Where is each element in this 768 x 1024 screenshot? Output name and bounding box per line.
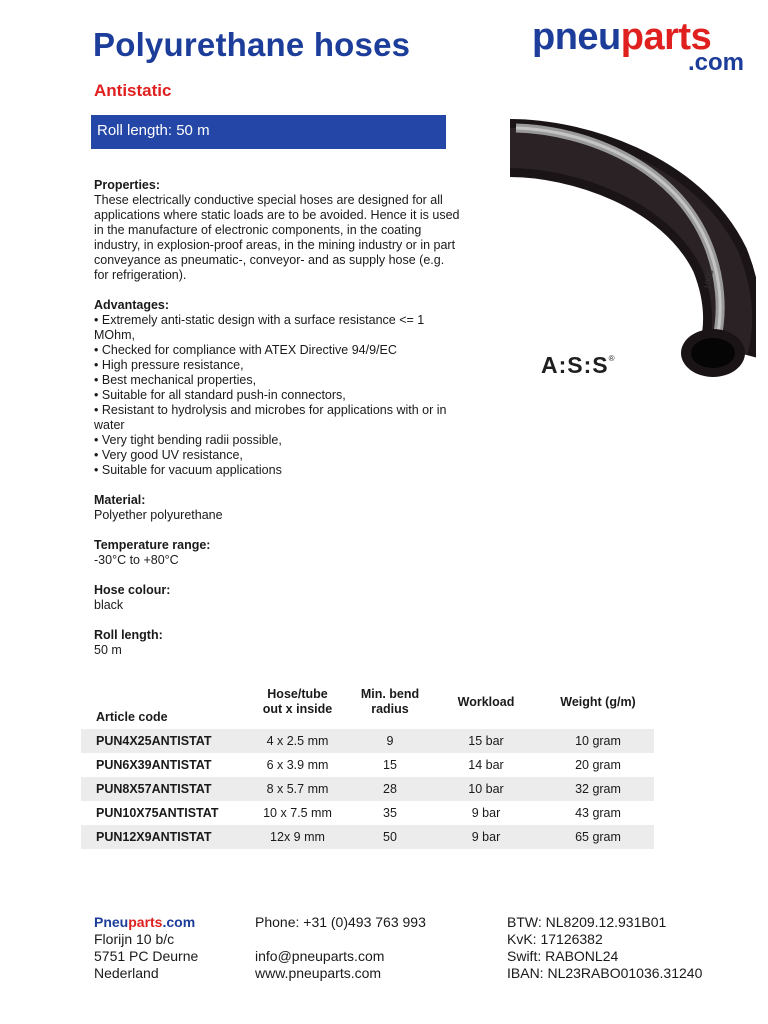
cell-size: 4 x 2.5 mm — [245, 729, 350, 753]
logo-text-pneu: pneu — [532, 16, 621, 58]
hose-image — [506, 110, 756, 385]
properties-heading: Properties: — [94, 178, 160, 192]
advantage-item: • Best mechanical properties, — [94, 373, 462, 388]
footer-brand-pneu: Pneu — [94, 914, 129, 930]
cell-bend: 9 — [350, 729, 430, 753]
temperature-heading: Temperature range: — [94, 538, 211, 552]
cell-bend: 50 — [350, 825, 430, 849]
roll-length-banner: Roll length: 50 m — [91, 115, 446, 149]
advantages-section — [94, 298, 462, 478]
cell-size: 8 x 5.7 mm — [245, 777, 350, 801]
cell-code: PUN8X57ANTISTAT — [81, 777, 245, 801]
header-article-code: Article code — [96, 710, 168, 724]
cell-bend: 35 — [383, 806, 397, 820]
cell-code: PUN12X9ANTISTAT — [81, 825, 245, 849]
table-row — [81, 753, 654, 777]
advantages-list — [94, 313, 462, 478]
cell-weight: 65 gram — [542, 825, 654, 849]
roll-length-value: 50 m — [94, 643, 122, 657]
cell-code: PUN4X25ANTISTAT — [81, 729, 245, 753]
ass-manufacturer-logo — [541, 352, 616, 379]
registered-mark: ® — [608, 354, 616, 363]
advantages-heading: Advantages: — [94, 298, 170, 312]
temperature-value: -30°C to +80°C — [94, 553, 179, 567]
advantage-item: • Suitable for vacuum applications — [94, 463, 462, 478]
advantage-item: • Very tight bending radii possible, — [94, 433, 462, 448]
table-row — [81, 801, 654, 825]
table-header-row — [81, 679, 654, 725]
properties-section — [94, 178, 462, 283]
colour-heading: Hose colour: — [94, 583, 171, 597]
advantage-item: • Suitable for all standard push-in connectors, — [94, 388, 462, 403]
header-workload: Workload — [457, 694, 515, 709]
header-bend-line2: radius — [371, 702, 409, 716]
header-hose-size-line1: Hose/tube — [267, 687, 328, 701]
cell-weight: 10 gram — [542, 729, 654, 753]
table-row — [81, 729, 654, 753]
footer-brand-parts: parts — [128, 914, 163, 930]
footer-swift: Swift: RABONL24 — [507, 948, 619, 964]
material-section — [94, 493, 462, 523]
article-table — [81, 679, 654, 849]
header-hose-size-line2: out x inside — [262, 702, 333, 716]
page-subtitle: Antistatic — [94, 81, 172, 100]
cell-weight: 32 gram — [542, 777, 654, 801]
footer-bank — [507, 914, 702, 982]
advantage-item: • Checked for compliance with ATEX Directive 94/9/EC — [94, 343, 462, 358]
table-row — [81, 777, 654, 801]
footer-contact — [255, 914, 426, 982]
colour-section — [94, 583, 462, 613]
roll-length-section — [94, 628, 462, 658]
header-bend-line1: Min. bend — [360, 687, 420, 701]
cell-workload: 9 bar — [430, 825, 542, 849]
footer-brand — [94, 914, 198, 931]
logo-text-parts: parts — [620, 16, 712, 58]
cell-bend: 28 — [350, 777, 430, 801]
product-description — [94, 178, 462, 673]
footer-address-line1: Florijn 10 b/c — [94, 931, 175, 947]
roll-length-heading: Roll length: — [94, 628, 163, 642]
footer-btw: BTW: NL8209.12.931B01 — [507, 914, 667, 930]
footer-phone: Phone: +31 (0)493 763 993 — [255, 914, 426, 930]
header-hose-size — [245, 679, 350, 725]
cell-workload: 10 bar — [430, 777, 542, 801]
material-heading: Material: — [94, 493, 146, 507]
table-row — [81, 825, 654, 849]
page-title: Polyurethane hoses — [93, 26, 411, 63]
advantage-item: • Resistant to hydrolysis and microbes for applications with or in water — [94, 403, 462, 433]
advantage-item: • Very good UV resistance, — [94, 448, 462, 463]
cell-code: PUN6X39ANTISTAT — [96, 758, 212, 772]
footer-email[interactable]: info@pneuparts.com — [255, 948, 385, 964]
material-value: Polyether polyurethane — [94, 508, 223, 522]
cell-workload: 14 bar — [468, 758, 504, 772]
footer-website[interactable]: www.pneuparts.com — [255, 965, 382, 981]
cell-code: PUN10X75ANTISTAT — [96, 806, 219, 820]
cell-size: 10 x 7.5 mm — [263, 806, 332, 820]
properties-text: These electrically conductive special hoses are designed for all applications where static loads are to be avoided. Hence it is used in the manufacture of electronic components, in the coating industry, in explosion-proof areas, in the mining industry or in part conveyance as pneumatic-, conveyor- and as supply hose (e.g. for refrigeration). — [94, 193, 460, 282]
logo-text-com: .com — [687, 49, 744, 76]
cell-workload: 9 bar — [471, 806, 501, 820]
hose-body-icon — [510, 128, 745, 377]
hose-print-text: 1000 — [702, 268, 716, 291]
ass-logo-text: A:S:S — [541, 352, 609, 378]
footer-brand-com: .com — [162, 914, 196, 930]
cell-bend: 15 — [383, 758, 397, 772]
cell-workload: 15 bar — [430, 729, 542, 753]
cell-size: 6 x 3.9 mm — [266, 758, 329, 772]
footer-kvk: KvK: 17126382 — [507, 931, 603, 947]
temperature-section — [94, 538, 462, 568]
colour-value: black — [94, 598, 124, 612]
header-weight: Weight (g/m) — [560, 694, 636, 709]
footer-address-line3: Nederland — [94, 965, 159, 981]
advantage-item: • High pressure resistance, — [94, 358, 462, 373]
footer-address-line2: 5751 PC Deurne — [94, 948, 199, 964]
cell-weight: 20 gram — [575, 758, 621, 772]
cell-size: 12x 9 mm — [245, 825, 350, 849]
footer-address — [94, 914, 198, 982]
advantage-item: • Extremely anti-static design with a surface resistance <= 1 MOhm, — [94, 313, 462, 343]
cell-weight: 43 gram — [575, 806, 621, 820]
header-bend-radius — [350, 679, 430, 725]
pneuparts-logo — [532, 18, 747, 78]
footer-iban: IBAN: NL23RABO01036.31240 — [507, 965, 703, 981]
